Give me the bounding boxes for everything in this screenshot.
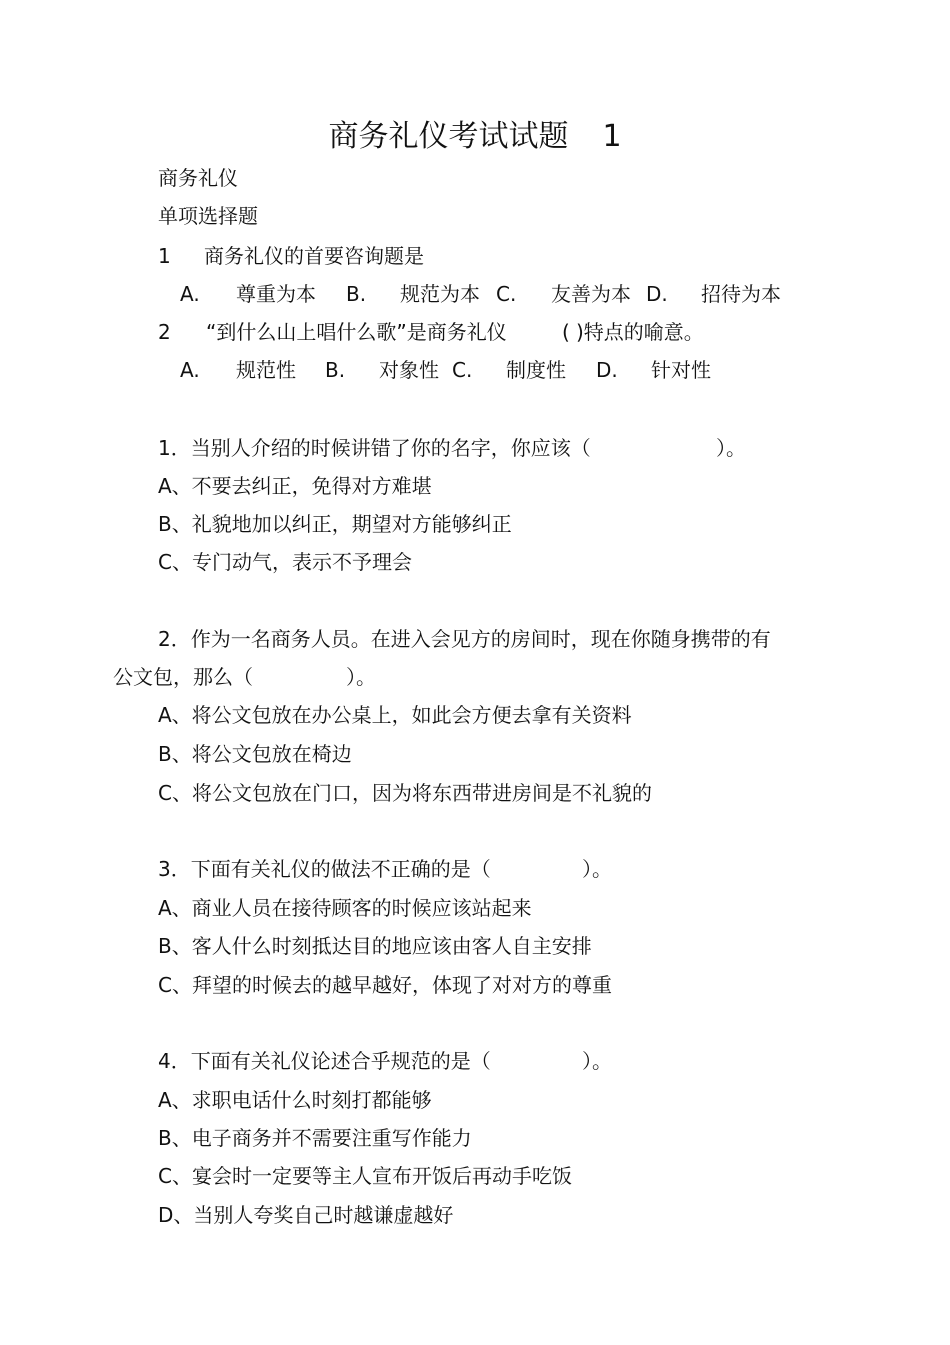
intro-q2-option-c-text: 制度性 <box>506 358 566 382</box>
q2-option-b: B、将公文包放在椅边 <box>158 742 352 766</box>
q3-stem-b: ）。 <box>582 857 612 881</box>
intro-q1-option-a-text: 尊重为本 <box>236 282 316 306</box>
intro-q1-option-a-letter: A. <box>180 282 200 306</box>
q2-stem-line1: 2．作为一名商务人员。在进入会见方的房间时，现在你随身携带的有 <box>158 627 771 651</box>
intro-q2-option-b-letter: B. <box>325 358 346 382</box>
intro-q2-option-d-text: 针对性 <box>651 358 711 382</box>
intro-q2-number: 2 <box>158 320 171 344</box>
q1-option-a: A、不要去纠正，免得对方难堪 <box>158 474 432 498</box>
intro-q2-option-a-letter: A. <box>180 358 200 382</box>
q1-option-c: C、专门动气，表示不予理会 <box>158 550 412 574</box>
q4-option-c: C、宴会时一定要等主人宣布开饭后再动手吃饭 <box>158 1164 572 1188</box>
intro-q1-number: 1 <box>158 244 171 268</box>
q4-option-d: D、当别人夸奖自己时越谦虚越好 <box>158 1203 454 1227</box>
subject-heading: 商务礼仪 <box>158 166 238 190</box>
document-title <box>0 118 950 156</box>
intro-q1-option-c-text: 友善为本 <box>551 282 631 306</box>
q2-stem-b: ）。 <box>346 665 376 689</box>
title-number: 1 <box>602 119 622 154</box>
intro-q2-option-d-letter: D. <box>596 358 618 382</box>
q3-stem-a: 3．下面有关礼仪的做法不正确的是（ <box>158 857 491 881</box>
q2-option-a: A、将公文包放在办公桌上，如此会方便去拿有关资料 <box>158 703 632 727</box>
q4-option-a: A、求职电话什么时刻打都能够 <box>158 1088 432 1112</box>
intro-q1-option-b-text: 规范为本 <box>400 282 480 306</box>
intro-q2-option-b-text: 对象性 <box>379 358 439 382</box>
q4-option-b: B、电子商务并不需要注重写作能力 <box>158 1126 472 1150</box>
q1-stem-b: ）。 <box>716 436 746 460</box>
q1-stem-a: 1．当别人介绍的时候讲错了你的名字，你应该（ <box>158 436 591 460</box>
intro-q1-option-c-letter: C. <box>496 282 517 306</box>
section-heading: 单项选择题 <box>158 204 258 228</box>
q4-stem-b: ）。 <box>582 1049 612 1073</box>
q2-option-c: C、将公文包放在门口，因为将东西带进房间是不礼貌的 <box>158 781 652 805</box>
q3-option-c: C、拜望的时候去的越早越好，体现了对对方的尊重 <box>158 973 612 997</box>
intro-q2-text-a: “到什么山上唱什么歌”是商务礼仪 <box>206 320 507 344</box>
q4-stem-a: 4．下面有关礼仪论述合乎规范的是（ <box>158 1049 491 1073</box>
intro-q2-option-c-letter: C. <box>452 358 473 382</box>
q3-option-b: B、客人什么时刻抵达目的地应该由客人自主安排 <box>158 934 592 958</box>
q2-stem-a: 公文包，那么（ <box>113 665 253 689</box>
intro-q1-text: 商务礼仪的首要咨询题是 <box>204 244 424 268</box>
intro-q1-option-d-letter: D. <box>646 282 668 306</box>
intro-q2-text-b: ( <box>562 320 570 344</box>
intro-q1-option-b-letter: B. <box>346 282 367 306</box>
intro-q1-option-d-text: 招待为本 <box>701 282 781 306</box>
intro-q2-text-c: )特点的喻意。 <box>576 320 704 344</box>
q3-option-a: A、商业人员在接待顾客的时候应该站起来 <box>158 896 532 920</box>
q1-option-b: B、礼貌地加以纠正，期望对方能够纠正 <box>158 512 512 536</box>
title-text: 商务礼仪考试试题 <box>328 119 569 154</box>
intro-q2-option-a-text: 规范性 <box>236 358 296 382</box>
